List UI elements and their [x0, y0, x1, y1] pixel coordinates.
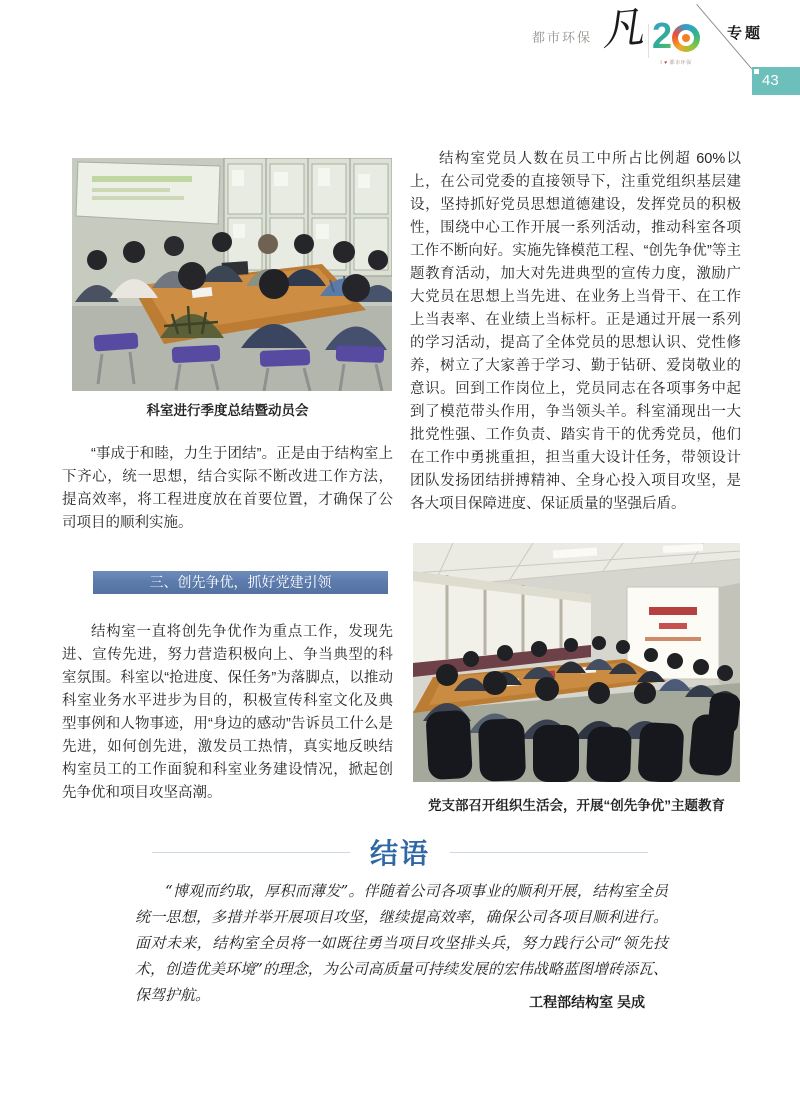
anniversary-ring-icon: [672, 24, 700, 52]
anniversary-20-logo: [652, 15, 698, 56]
conclusion-rule-left: [152, 852, 350, 853]
header-divider: [648, 24, 649, 58]
left-paragraph-1: “事成于和睦，力生于团结”。正是由于结构室上下齐心，统一思想，结合实际不断改进工作方法，提高效率，将工程进度放在首要位置，才确保了公司项目的顺利实施。: [62, 446, 393, 531]
anniversary-tagline: I ♥ 都市环保: [660, 60, 692, 66]
conference-room-illustration: [413, 543, 740, 782]
section-tab-label: 专题: [727, 25, 764, 42]
org-life-meeting-photo: [413, 543, 740, 782]
ring-center-dot: [682, 34, 690, 42]
conclusion-title: 结语: [369, 838, 430, 869]
conclusion-body: “博观而约取，厚积而薄发”。伴随着公司各项事业的顺利开展，结构室全员统一思想，多措并举开展项目攻坚，继续提高效率，确保公司各项目顺利进行。面对未来，结构室全员将一如既往勇当项目攻坚排头兵，努力践行公司“领先技术，创造优美环境”的理念，为公司高质量可持续发展的宏伟战略蓝图增砖添瓦、保驾护航。: [135, 882, 668, 1004]
badge-corner-square: [754, 69, 759, 74]
heart-icon: ♥: [664, 60, 668, 66]
quarterly-meeting-photo: [72, 158, 392, 391]
right-photo-caption: 党支部召开组织生活会，开展“创先争优”主题教育: [428, 798, 725, 813]
meeting-room-illustration: [72, 158, 392, 391]
section-heading-bar: 三、创先争优，抓好党建引领: [93, 571, 388, 594]
brand-wordmark: 都市环保: [532, 30, 593, 45]
conclusion-rule-right: [450, 852, 648, 853]
left-photo-caption: 科室进行季度总结暨动员会: [146, 403, 309, 418]
page-number: 43: [762, 72, 779, 89]
left-paragraph-2: 结构室一直将创先争优作为重点工作，发现先进、宣传先进，努力营造积极向上、争当典型的科室氛围。科室以“抢进度、保任务”为落脚点，以推动科室业务水平进步为目的，积极宣传科室文化及典型事例和人物事迹，用“身边的感动”告诉员工什么是先进，如何创先进，激发员工热情，真实地反映结构室员工的工作面貌和科室业务建设情况，掀起创先争优和项目攻坚高潮。: [62, 624, 393, 801]
right-paragraph-1: 结构室党员人数在员工中所占比例超 60%以上，在公司党委的直接领导下，注重党组织基层建设，坚持抓好党员思想道德建设，发挥党员的积极性，围绕中心工作开展一系列活动，推动科室各项工作不断向好。实施先锋模范工程、“创先争优”等主题教育活动，加大对先进典型的宣传力度，激励广大党员在思想上当先进、在业务上当骨干、在工作上当表率、在业绩上当标杆。正是通过开展一系列的学习活动，提高了全体党员的思想认识、党性修养，树立了大家善于学习、勤于钻研、爱岗敬业的意识。回到工作岗位上，党员同志在各项事务中起到了模范带头作用，争当领头羊。科室涌现出一大批党性强、工作负责、踏实肯干的优秀党员，他们在工作中勇挑重担，担当重大设计任务，带领设计团队发扬团结拼搏精神、全身心投入项目攻坚，是各大项目保障进度、保证质量的坚强后盾。: [410, 151, 741, 512]
brand-calligraphy-glyph: 凡: [598, 1, 646, 56]
page-number-badge: [752, 67, 800, 95]
author-signature: 工程部结构室 吴成: [529, 994, 645, 1010]
anniversary-digit: 2: [652, 15, 673, 56]
